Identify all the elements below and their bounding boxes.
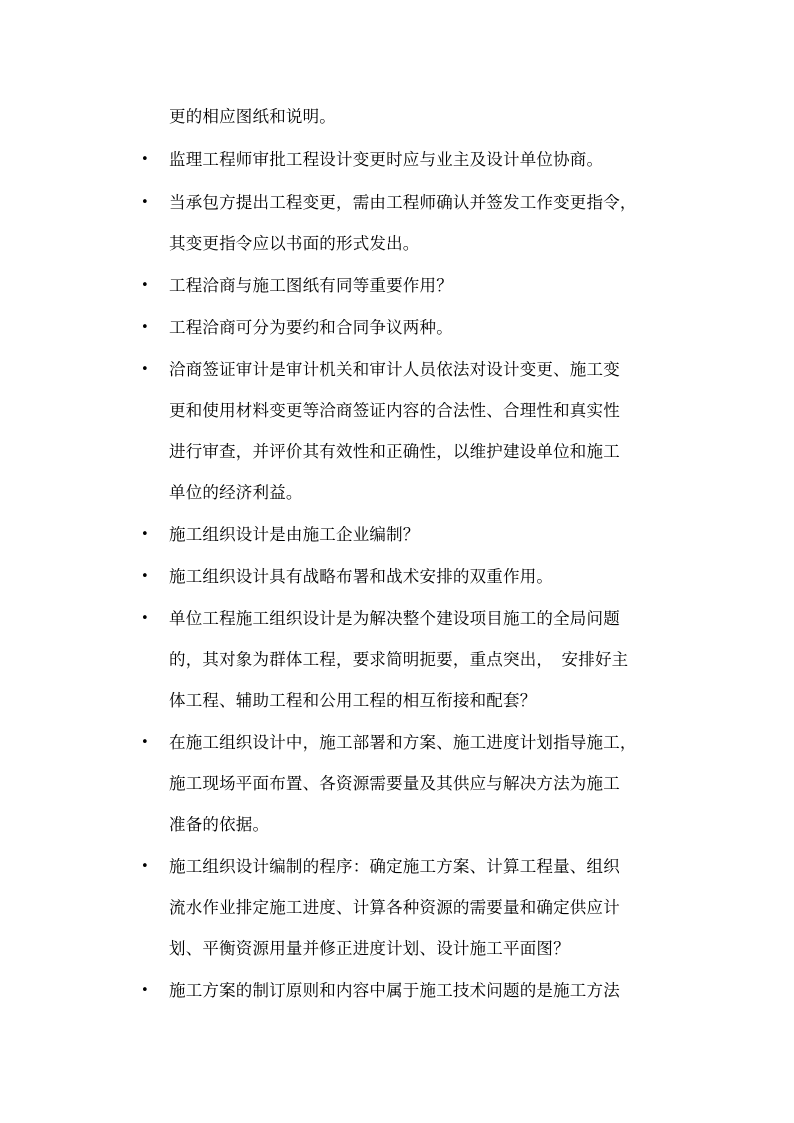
list-item-line: 单位工程施工组织设计是为解决整个建设项目施工的全局问题 (169, 609, 620, 628)
list-item-line: 在施工组织设计中，施工部署和方案、施工进度计划指导施工， (169, 733, 637, 752)
list-item-line: 更和使用材料变更等洽商签证内容的合法性、合理性和真实性 (169, 401, 620, 420)
bullet-marker: • (141, 983, 149, 998)
list-item-line: 施工组织设计编制的程序：确定施工方案、计算工程量、组织 (169, 857, 620, 876)
continuation-text: 更的相应图纸和说明。 (169, 107, 336, 126)
list-item-line: 当承包方提出工程变更，需由工程师确认并签发工作变更指令， (169, 193, 637, 212)
bullet-marker: • (141, 362, 149, 377)
list-item-line: 其变更指令应以书面的形式发出。 (169, 234, 420, 253)
list-item-line: 施工组织设计是由施工企业编制？ (169, 525, 420, 544)
bullet-marker: • (141, 527, 149, 542)
list-item-line: 的，其对象为群体工程，要求简明扼要，重点突出， 安排好主 (169, 650, 629, 669)
list-item-line: 施工现场平面布置、各资源需要量及其供应与解决方法为施工 (169, 774, 620, 793)
bullet-marker: • (141, 320, 149, 335)
list-item-line: 准备的依据。 (169, 815, 270, 834)
bullet-marker: • (141, 859, 149, 874)
bullet-marker: • (141, 152, 149, 167)
bullet-marker: • (141, 569, 149, 584)
bullet-marker: • (141, 611, 149, 626)
list-item-line: 体工程、辅助工程和公用工程的相互衔接和配套？ (169, 691, 537, 710)
list-item-line: 单位的经济利益。 (169, 483, 303, 502)
bullet-marker: • (141, 735, 149, 750)
bullet-marker: • (141, 278, 149, 293)
list-item-line: 进行审查，并评价其有效性和正确性，以维护建设单位和施工 (169, 442, 620, 461)
list-item-line: 监理工程师审批工程设计变更时应与业主及设计单位协商。 (169, 150, 604, 169)
list-item-line: 工程洽商与施工图纸有同等重要作用？ (169, 276, 453, 295)
list-item-line: 工程洽商可分为要约和合同争议两种。 (169, 318, 453, 337)
list-item-line: 洽商签证审计是审计机关和审计人员依法对设计变更、施工变 (169, 360, 620, 379)
list-item-line: 流水作业排定施工进度、计算各种资源的需要量和确定供应计 (169, 898, 620, 917)
list-item-line: 施工方案的制订原则和内容中属于施工技术问题的是施工方法 (169, 981, 620, 1000)
bullet-marker: • (141, 195, 149, 210)
list-item-line: 施工组织设计具有战略布署和战术安排的双重作用。 (169, 567, 554, 586)
list-item-line: 划、平衡资源用量并修正进度计划、设计施工平面图？ (169, 939, 570, 958)
